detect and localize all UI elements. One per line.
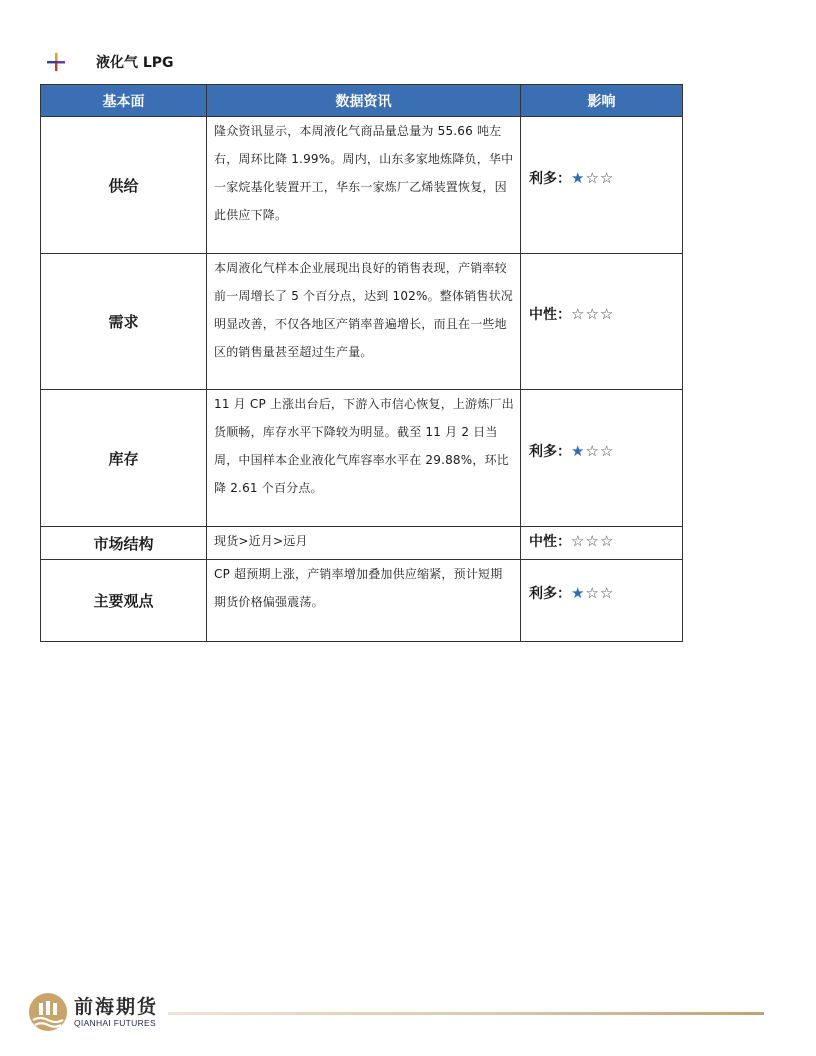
table-row-demand: [41, 254, 683, 390]
factor-main-view: 主要观点: [41, 560, 207, 642]
impact-label-inventory: 利多：: [529, 444, 571, 460]
star-empty-icon: ☆: [599, 305, 615, 323]
star-filled-icon: ★: [571, 169, 586, 187]
impact-label-market-structure: 中性：: [529, 534, 571, 550]
star-empty-icon: ☆: [599, 442, 615, 460]
impact-label-supply: 利多：: [529, 171, 571, 187]
star-empty-icon: ☆: [585, 584, 600, 602]
logo-chinese-name: 前海期货: [74, 996, 159, 1018]
star-rating: [571, 442, 614, 460]
star-empty-icon: ☆: [585, 532, 600, 550]
header-impact: 影响: [521, 85, 683, 117]
impact-label-demand: 中性：: [529, 307, 571, 323]
star-filled-icon: ★: [571, 584, 586, 602]
star-rating: [571, 169, 614, 187]
compass-cross-icon: [46, 52, 66, 72]
star-empty-icon: ☆: [599, 584, 615, 602]
section-title: 液化气 LPG: [96, 55, 174, 71]
star-empty-icon: ☆: [571, 532, 586, 550]
factor-market-structure: 市场结构: [41, 527, 207, 560]
star-empty-icon: ☆: [571, 305, 586, 323]
info-supply: 隆众资讯显示，本周液化气商品量总量为 55.66 吨左右，周环比降 1.99%。周内，山东多家地炼降负，华中一家烷基化装置开工，华东一家炼厂乙烯装置恢复，因此供应下降。: [214, 124, 514, 222]
factor-supply: 供给: [41, 117, 207, 254]
table-row-market-structure: [41, 527, 683, 560]
table-header-row: [41, 85, 683, 117]
section-header: [46, 50, 174, 74]
sun-waves-logo-icon: [28, 992, 68, 1032]
info-market-structure: 现货>近月>远月: [214, 534, 308, 548]
star-filled-icon: ★: [571, 442, 586, 460]
table-row-supply: [41, 117, 683, 254]
star-empty-icon: ☆: [585, 169, 600, 187]
star-empty-icon: ☆: [599, 169, 615, 187]
header-data-info: 数据资讯: [207, 85, 521, 117]
impact-label-main-view: 利多：: [529, 586, 571, 602]
star-empty-icon: ☆: [599, 532, 615, 550]
footer-divider: [168, 1012, 764, 1015]
factor-inventory: 库存: [41, 390, 207, 527]
logo-english-name: QIANHAI FUTURES: [74, 1018, 156, 1028]
fundamentals-table: [40, 84, 683, 642]
star-empty-icon: ☆: [585, 442, 600, 460]
company-logo: [28, 992, 158, 1032]
star-empty-icon: ☆: [585, 305, 600, 323]
table-row-main-view: [41, 560, 683, 642]
table-row-inventory: [41, 390, 683, 527]
star-rating: [571, 584, 614, 602]
info-inventory: 11 月 CP 上涨出台后，下游入市信心恢复，上游炼厂出货顺畅，库存水平下降较为明显。截至 11 月 2 日当周，中国样本企业液化气库容率水平在 29.88%，环比降 2.61 个百分点。: [214, 397, 514, 495]
header-fundamentals: 基本面: [41, 85, 207, 117]
factor-demand: 需求: [41, 254, 207, 390]
star-rating: [571, 532, 614, 550]
info-demand: 本周液化气样本企业展现出良好的销售表现，产销率较前一周增长了 5 个百分点，达到 102%。整体销售状况明显改善，不仅各地区产销率普遍增长，而且在一些地区的销售量甚至超过生产量。: [214, 261, 513, 359]
star-rating: [571, 305, 614, 323]
info-main-view: CP 超预期上涨，产销率增加叠加供应缩紧，预计短期期货价格偏强震荡。: [214, 567, 503, 609]
